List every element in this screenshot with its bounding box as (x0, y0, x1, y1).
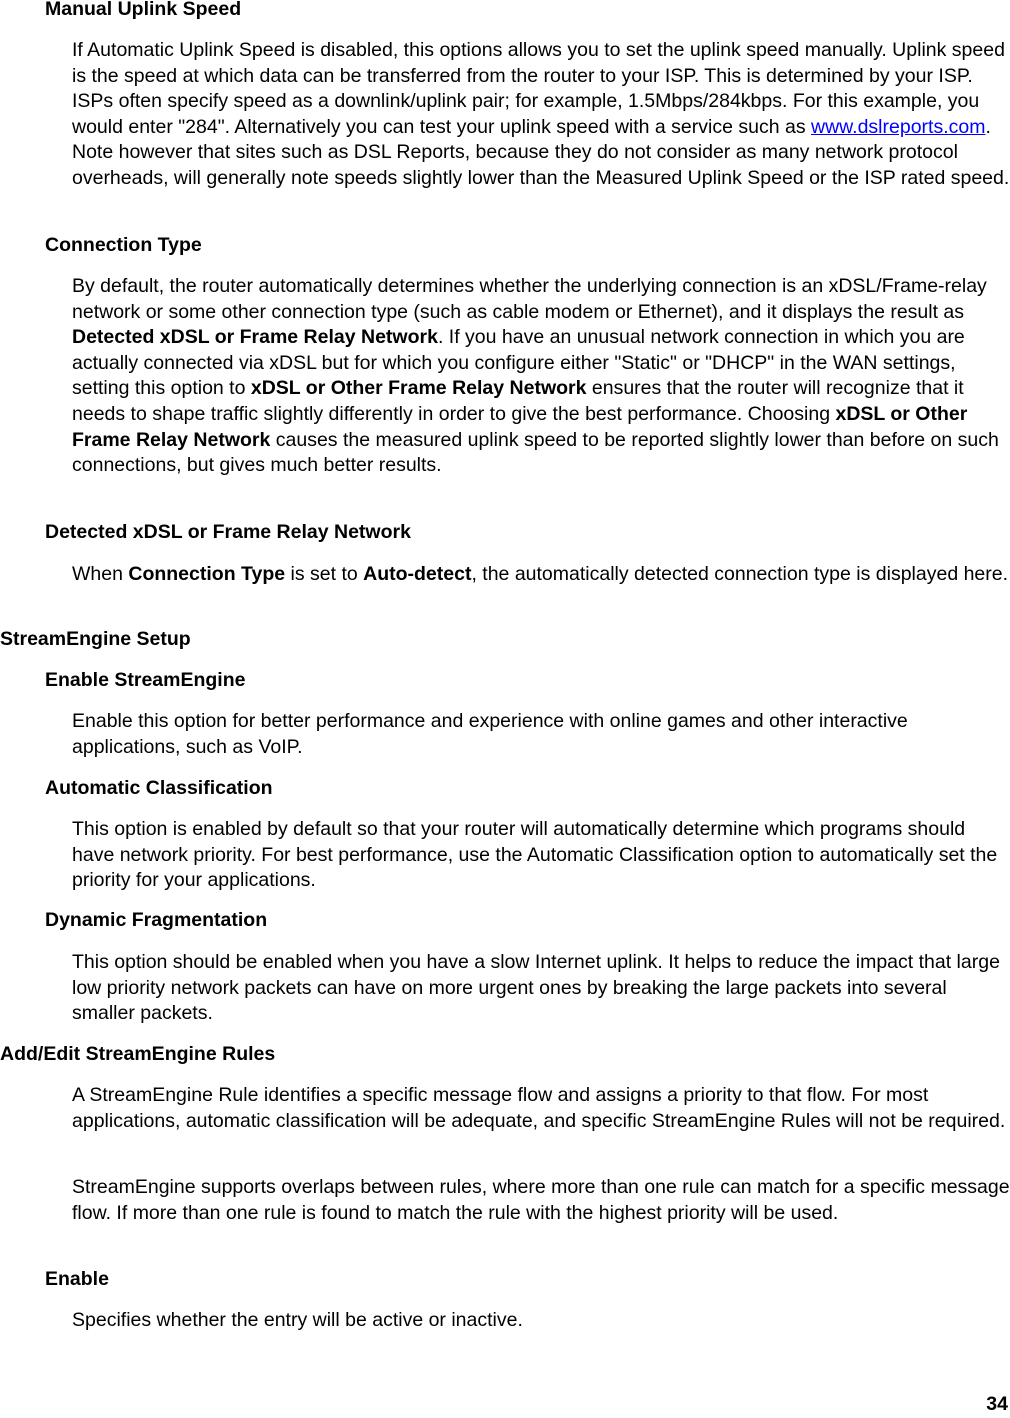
paragraph-automatic-classification: This option is enabled by default so that your router will automatically determine which programs should have network priority. For best performance, use the Automatic Classification option to automatically set the priority for your applications. (72, 818, 998, 892)
manual-uplink-text-2: . Note however that sites such as DSL Reports, because they do not consider as many network protocol overheads, will generally note speeds slightly lower than the Measured Uplink Speed or the ISP rated speed. (72, 115, 1010, 189)
paragraph-enable: Specifies whether the entry will be active or inactive. (72, 1309, 523, 1331)
dslreports-link[interactable]: www.dslreports.com (811, 115, 986, 138)
detected-bold-2: Auto-detect (363, 563, 472, 585)
connection-type-text-4: causes the measured uplink speed to be reported slightly lower than before on such connections, but gives much better results. (72, 428, 999, 477)
page-number: 34 (986, 1393, 1008, 1415)
connection-type-bold-1: Detected xDSL or Frame Relay Network (72, 326, 438, 349)
heading-enable-streamengine: Enable StreamEngine (45, 669, 246, 691)
paragraph-detected-network (72, 562, 1010, 588)
detected-text-3: , the automatically detected connection type is displayed here. (471, 563, 1009, 585)
heading-detected-network: Detected xDSL or Frame Relay Network (45, 521, 411, 543)
paragraph-dynamic-fragmentation: This option should be enabled when you have a slow Internet uplink. It helps to reduce the impact that large low priority network packets can have on more urgent ones by breaking the large packets into several smaller packets. (72, 951, 1000, 1025)
connection-type-bold-2: xDSL or Other Frame Relay Network (250, 377, 587, 400)
connection-type-text-1: By default, the router automatically determines whether the underlying connection is an xDSL/Frame-relay network or some other connection type (such as cable modem or Ethernet), and it displays the result as (72, 275, 987, 323)
connection-type-bold-3: xDSL or Other Frame Relay Network (72, 402, 968, 451)
heading-enable: Enable (45, 1268, 109, 1290)
paragraph-enable-streamengine: Enable this option for better performance and experience with online games and other interactive applications, such as VoIP. (72, 710, 908, 758)
heading-automatic-classification: Automatic Classification (45, 777, 273, 799)
section-heading-add-edit-rules: Add/Edit StreamEngine Rules (0, 1043, 276, 1065)
paragraph-add-edit-rules-2: StreamEngine supports overlaps between rules, where more than one rule can match for a specific message flow. If more than one rule is found to match the rule with the highest priority will be used. (72, 1176, 1010, 1224)
manual-uplink-text-1: If Automatic Uplink Speed is disabled, this options allows you to set the uplink speed manually. Uplink speed is the speed at which data can be transferred from the router to your ISP. This is determined by your ISP. ISPs often specify speed as a downlink/uplink pair; for example, 1.5Mbps/284kbps. For this example, you would enter "284". Alternatively you can test your uplink speed with a service such as (72, 39, 1005, 138)
paragraph-connection-type (72, 274, 1010, 479)
paragraph-add-edit-rules-1: A StreamEngine Rule identifies a specific message flow and assigns a priority to that flow. For most applications, automatic classification will be adequate, and specific StreamEngine Rules will not be required. (72, 1084, 1006, 1132)
section-heading-streamengine-setup: StreamEngine Setup (0, 628, 191, 650)
heading-connection-type: Connection Type (45, 234, 202, 256)
heading-dynamic-fragmentation: Dynamic Fragmentation (45, 909, 268, 931)
detected-text-2: is set to (285, 563, 364, 585)
detected-text-1: When (72, 563, 129, 585)
connection-type-text-2: . If you have an unusual network connection in which you are actually connected via xDSL but for which you configure either "Static" or "DHCP" in the WAN settings, setting this option to (72, 326, 965, 400)
connection-type-text-3: ensures that the router will recognize that it needs to shape traffic slightly differently in order to give the best performance. Choosing (72, 377, 964, 425)
heading-manual-uplink-speed: Manual Uplink Speed (45, 0, 242, 20)
detected-bold-1: Connection Type (128, 563, 286, 585)
paragraph-manual-uplink-speed (72, 38, 1010, 192)
